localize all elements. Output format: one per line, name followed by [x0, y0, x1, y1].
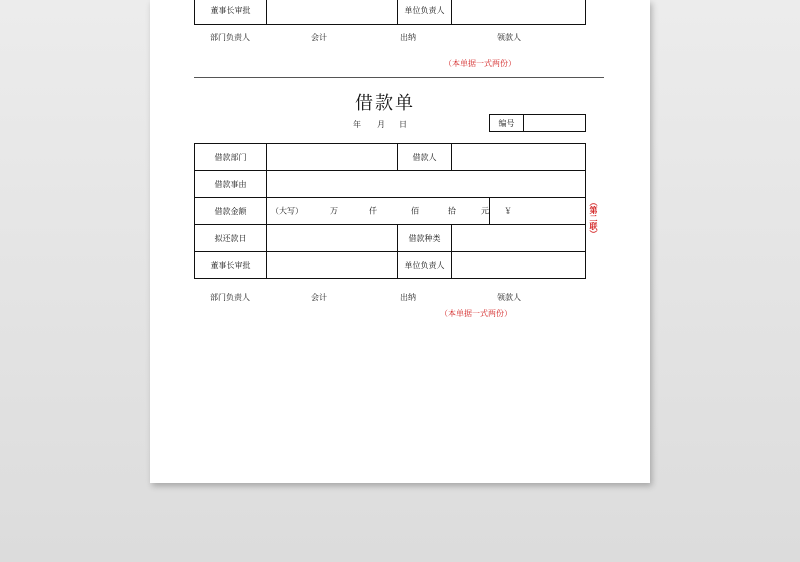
sig-payee: 领款人	[497, 293, 521, 302]
loan-form-table	[194, 143, 586, 279]
top-form-table	[194, 0, 586, 25]
reason-row	[195, 171, 586, 198]
amount-label: 借款金额	[195, 198, 267, 225]
copy-side-mark: （第二联）	[589, 198, 599, 238]
unit-head-label: 单位负责人	[398, 0, 452, 25]
number-label: 编号	[490, 115, 524, 132]
unit-shi: 拾	[448, 206, 456, 216]
amount-caps-label: （大写）	[271, 206, 303, 216]
dept-row	[195, 144, 586, 171]
section-divider	[194, 77, 604, 78]
top-copy-note: （本单据一式两份）	[444, 59, 516, 68]
number-field[interactable]	[524, 115, 586, 132]
chairman-approval-field[interactable]	[267, 252, 398, 279]
amount-caps-field[interactable]	[267, 198, 490, 225]
date-month-label: 月	[377, 120, 385, 129]
copy-note: （本单据一式两份）	[440, 309, 512, 318]
chairman-approval-field[interactable]	[267, 0, 398, 25]
approval-row	[195, 252, 586, 279]
top-sig-cashier: 出纳	[400, 33, 416, 42]
chairman-approval-label: 董事长审批	[195, 252, 267, 279]
unit-qian: 仟	[369, 206, 377, 216]
top-sig-accountant: 会计	[311, 33, 327, 42]
top-approval-row	[195, 0, 586, 25]
loan-type-field[interactable]	[452, 225, 586, 252]
unit-head-label: 单位负责人	[398, 252, 452, 279]
sig-cashier: 出纳	[400, 293, 416, 302]
repay-date-label: 拟还款日	[195, 225, 267, 252]
unit-yuan: 元	[481, 206, 489, 216]
amount-row	[195, 198, 586, 225]
borrower-label: 借款人	[398, 144, 452, 171]
dept-field[interactable]	[267, 144, 398, 171]
sig-accountant: 会计	[311, 293, 327, 302]
loan-type-label: 借款种类	[398, 225, 452, 252]
reason-label: 借款事由	[195, 171, 267, 198]
date-year-label: 年	[353, 120, 361, 129]
unit-wan: 万	[330, 206, 338, 216]
chairman-approval-label: 董事长审批	[195, 0, 267, 25]
date-day-label: 日	[399, 120, 407, 129]
reason-field[interactable]	[267, 171, 586, 198]
amount-figures-field[interactable]	[490, 198, 586, 225]
unit-head-field[interactable]	[452, 252, 586, 279]
repay-date-field[interactable]	[267, 225, 398, 252]
sig-dept-head: 部门负责人	[210, 293, 250, 302]
yen-symbol: ￥	[504, 206, 512, 216]
number-box	[489, 114, 586, 132]
dept-label: 借款部门	[195, 144, 267, 171]
borrower-field[interactable]	[452, 144, 586, 171]
top-sig-dept-head: 部门负责人	[210, 33, 250, 42]
top-sig-payee: 领款人	[497, 33, 521, 42]
unit-head-field[interactable]	[452, 0, 586, 25]
form-title: 借款单	[355, 93, 415, 114]
unit-bai: 佰	[411, 206, 419, 216]
repay-row	[195, 225, 586, 252]
